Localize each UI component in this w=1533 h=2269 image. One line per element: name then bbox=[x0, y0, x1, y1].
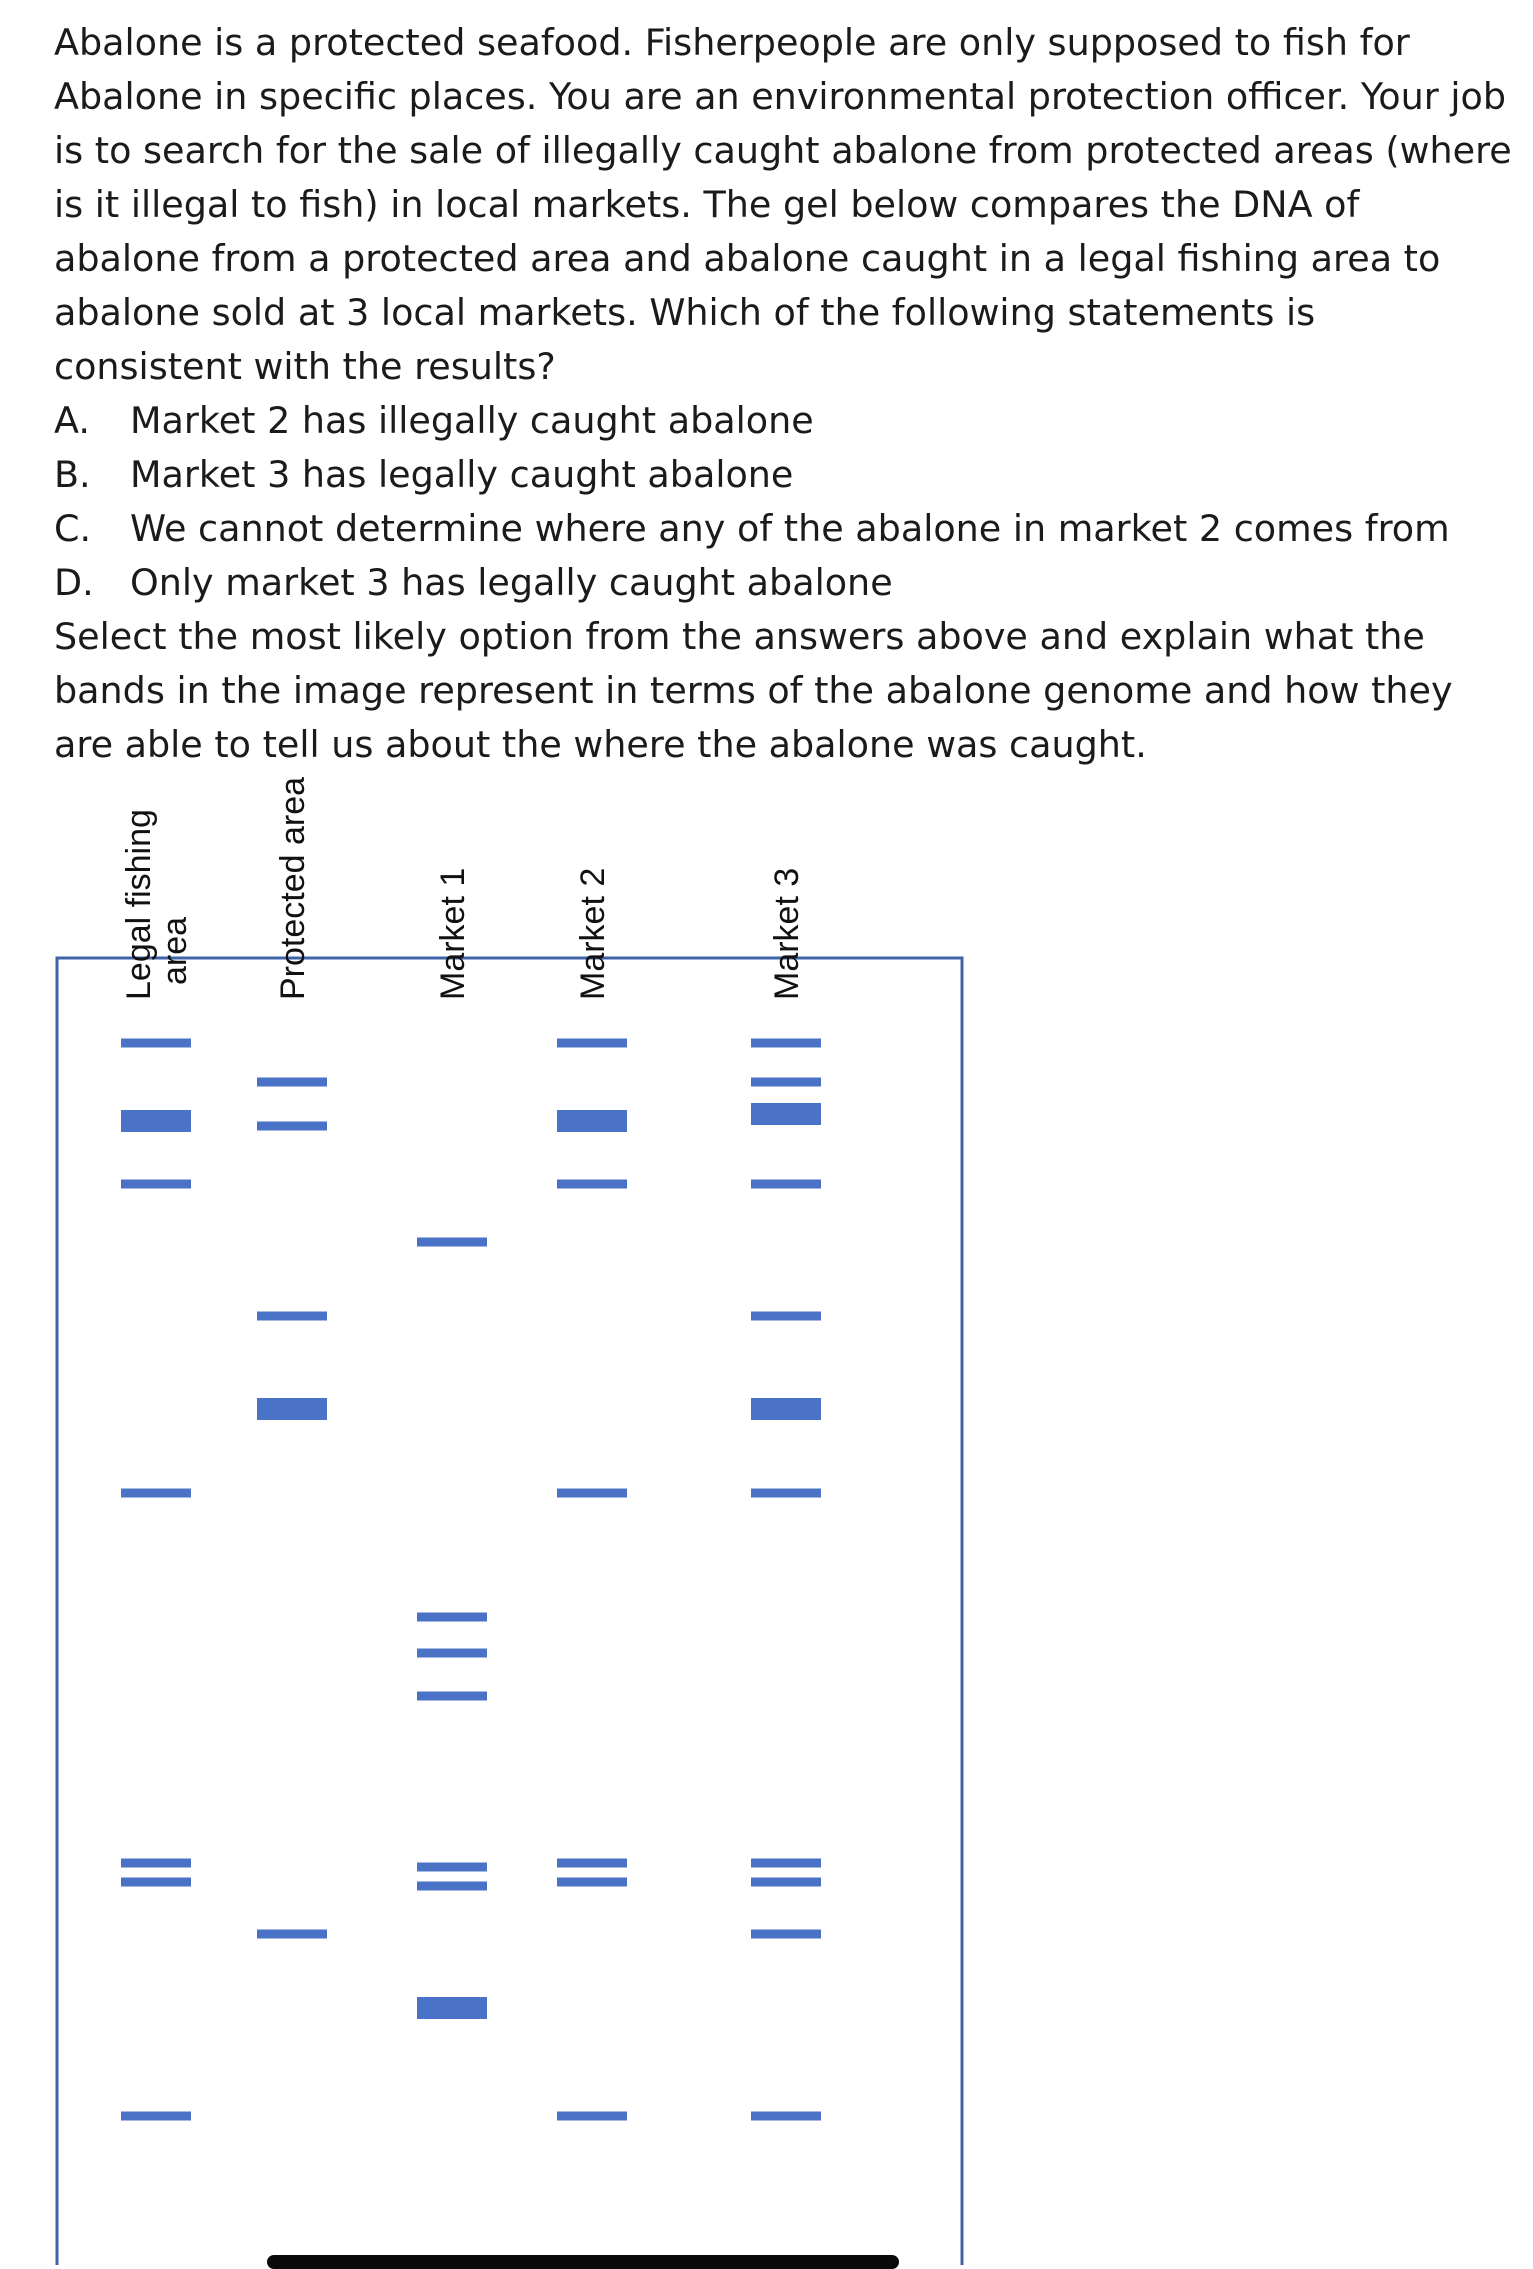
gel-band bbox=[257, 1312, 327, 1321]
gel-band-thick bbox=[557, 1110, 627, 1132]
option-text: We cannot determine where any of the abalone in market 2 comes from bbox=[130, 507, 1450, 550]
lane-label: Market 1 bbox=[434, 867, 472, 1000]
option-b bbox=[54, 448, 1514, 502]
gel-band bbox=[417, 1649, 487, 1658]
gel-band bbox=[751, 1078, 821, 1087]
gel-band bbox=[751, 1039, 821, 1048]
home-indicator bbox=[267, 2255, 899, 2269]
gel-band bbox=[557, 1489, 627, 1498]
option-text: Only market 3 has legally caught abalone bbox=[130, 561, 893, 604]
lane-label: Market 2 bbox=[574, 867, 612, 1000]
gel-band bbox=[751, 1489, 821, 1498]
question-intro: Abalone is a protected seafood. Fisherpeople are only supposed to fish for Abalone in specific places. You are an environmental protection officer. Your job is to search for the sale of illegally caught abalone from protected areas (where is it illegal to fish) in local markets. The gel below compares the DNA of abalone from a protected area and abalone caught in a legal fishing area to abalone sold at 3 local markets. Which of the following statements is consistent with the results? bbox=[54, 21, 1512, 388]
gel-band bbox=[417, 1863, 487, 1872]
gel-band-thick bbox=[121, 1110, 191, 1132]
gel-band bbox=[557, 1878, 627, 1887]
gel-band bbox=[557, 2112, 627, 2121]
option-d bbox=[54, 556, 1514, 610]
gel-band bbox=[121, 1859, 191, 1868]
gel-band-thick bbox=[751, 1103, 821, 1125]
lane-label: Protected area bbox=[274, 776, 312, 1000]
answer-options bbox=[54, 394, 1514, 610]
gel-band bbox=[751, 1930, 821, 1939]
lane-label: area bbox=[156, 916, 194, 985]
gel-band bbox=[121, 1878, 191, 1887]
gel-band bbox=[751, 1878, 821, 1887]
gel-band bbox=[257, 1078, 327, 1087]
option-text: Market 2 has illegally caught abalone bbox=[130, 399, 814, 442]
gel-border bbox=[57, 958, 962, 2265]
gel-band bbox=[417, 1692, 487, 1701]
gel-band bbox=[557, 1180, 627, 1189]
gel-band bbox=[257, 1122, 327, 1131]
gel-bands bbox=[121, 1039, 821, 2121]
gel-band-thick bbox=[751, 1398, 821, 1420]
question-block bbox=[54, 16, 1514, 772]
gel-band bbox=[557, 1859, 627, 1868]
gel-band bbox=[121, 1180, 191, 1189]
option-letter: B. bbox=[54, 453, 91, 496]
gel-band bbox=[751, 1180, 821, 1189]
option-letter: C. bbox=[54, 507, 92, 550]
gel-band bbox=[257, 1930, 327, 1939]
gel-band bbox=[751, 1859, 821, 1868]
gel-band bbox=[417, 1882, 487, 1891]
gel-band bbox=[121, 2112, 191, 2121]
gel-band bbox=[417, 1613, 487, 1622]
gel-band bbox=[121, 1489, 191, 1498]
gel-band-thick bbox=[417, 1997, 487, 2019]
option-letter: A. bbox=[54, 399, 90, 442]
option-c bbox=[54, 502, 1514, 556]
gel-band bbox=[751, 1312, 821, 1321]
question-prompt: Select the most likely option from the answers above and explain what the bands in the image represent in terms of the abalone genome and how they are able to tell us about the where the abalone was caught. bbox=[54, 615, 1453, 766]
lane-label: Legal fishing bbox=[120, 809, 158, 1000]
gel-band bbox=[417, 1238, 487, 1247]
gel-band-thick bbox=[257, 1398, 327, 1420]
lane-labels bbox=[120, 777, 806, 1000]
lane-label: Market 3 bbox=[768, 867, 806, 1000]
gel-band bbox=[557, 1039, 627, 1048]
option-letter: D. bbox=[54, 561, 94, 604]
option-text: Market 3 has legally caught abalone bbox=[130, 453, 794, 496]
gel-band bbox=[121, 1039, 191, 1048]
option-a bbox=[54, 394, 1514, 448]
gel-band bbox=[751, 2112, 821, 2121]
